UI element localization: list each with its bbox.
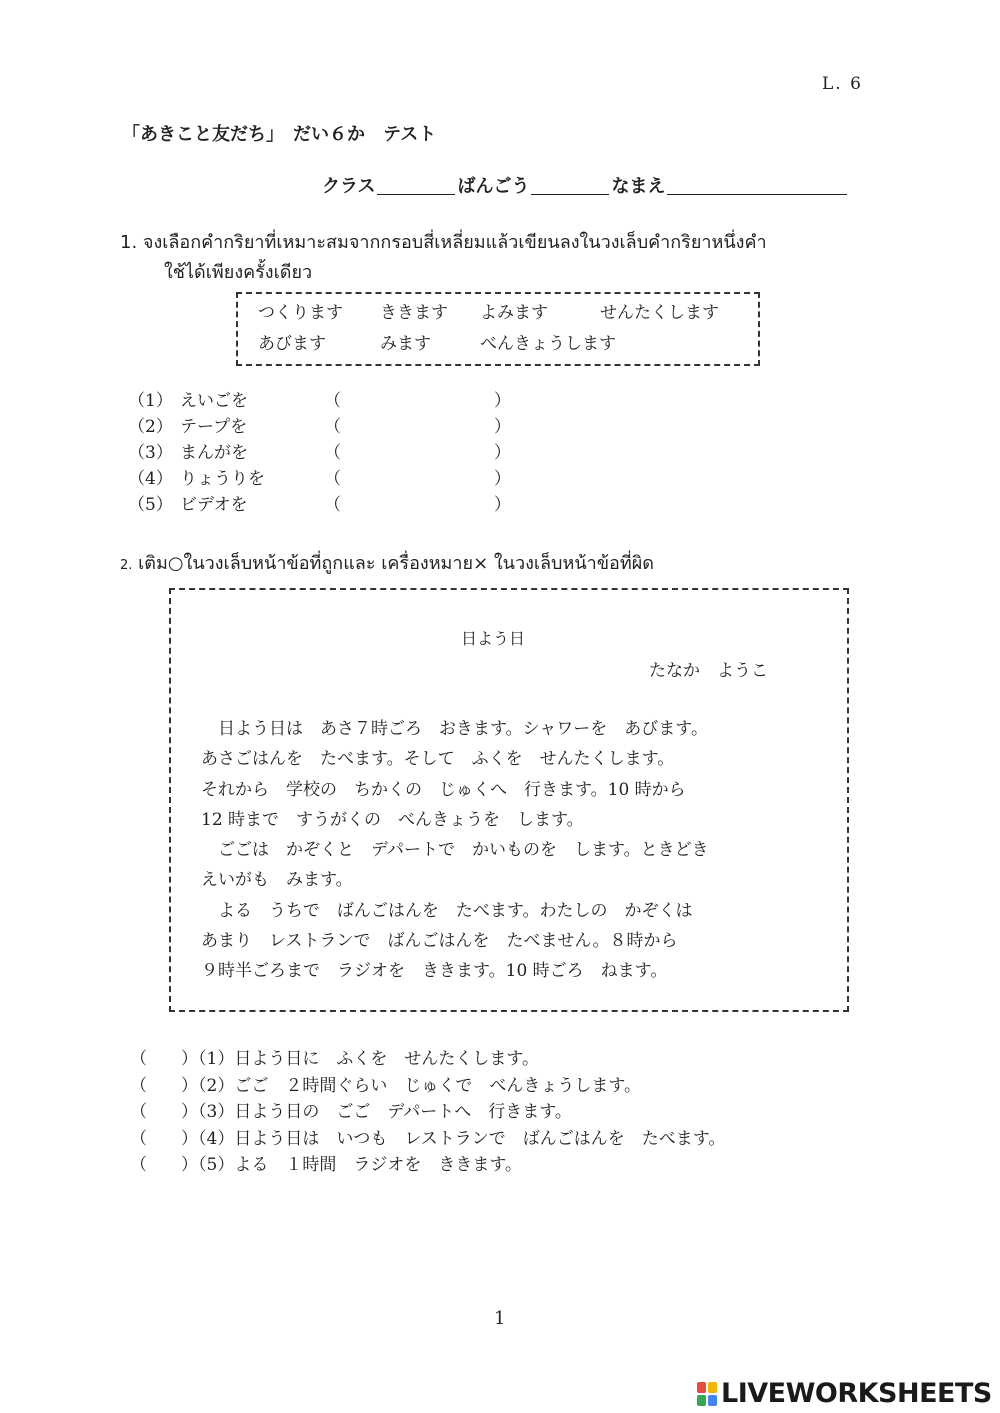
list-item xyxy=(128,492,528,518)
word-bank-word: べんきょうします xyxy=(480,334,616,354)
class-label: クラス xyxy=(322,176,376,197)
passage-text xyxy=(201,714,709,987)
liveworksheets-logo-icon xyxy=(697,1381,719,1407)
page-title: 「あきこと友だち」 だい６か テスト xyxy=(122,124,437,145)
word-bank-word: つくります xyxy=(258,303,343,323)
answer-open-paren[interactable]: （ xyxy=(324,495,341,515)
brand-name: LIVEWORKSHEETS xyxy=(721,1378,992,1409)
answer-close-paren: ） xyxy=(494,469,511,489)
name-label: なまえ xyxy=(611,176,666,197)
section2-instruction xyxy=(120,548,654,577)
answer-close-paren: ） xyxy=(494,443,511,463)
number-field[interactable] xyxy=(531,176,609,195)
answer-close-paren: ） xyxy=(494,417,511,437)
list-item xyxy=(128,440,528,466)
reading-passage-box xyxy=(169,588,849,1012)
true-false-item[interactable]: （ ）（1）日よう日に ふくを せんたくします。 xyxy=(130,1049,539,1069)
passage-line: ９時半ごろまで ラジオを ききます。10 時ごろ ねます。 xyxy=(201,961,668,982)
answer-open-paren[interactable]: （ xyxy=(324,417,341,437)
answer-open-paren[interactable]: （ xyxy=(324,469,341,489)
true-false-item[interactable]: （ ）（4）日よう日は いつも レストランで ばんごはんを たべます。 xyxy=(130,1128,726,1149)
instruction-line-2: ใช้ได้เพียงครั้งเดียว xyxy=(164,262,313,283)
true-false-item[interactable]: （ ）（2）ごご ２時間ぐらい じゅくで べんきょうします。 xyxy=(130,1075,641,1096)
item-number: （1） xyxy=(128,391,173,411)
answer-close-paren: ） xyxy=(494,495,511,515)
section1-items xyxy=(128,388,528,518)
word-bank-row-1 xyxy=(258,298,758,322)
passage-line: 12 時まで すうがくの べんきょうを します。 xyxy=(201,809,584,830)
section2-items xyxy=(130,1046,725,1179)
list-item xyxy=(128,414,528,440)
answer-close-paren: ） xyxy=(494,391,511,411)
list-item xyxy=(128,466,528,492)
passage-line: 日よう日は あさ７時ごろ おきます。シャワーを あびます。 xyxy=(201,719,708,739)
passage-line: あまり レストランで ばんごはんを たべません。８時から xyxy=(201,931,678,952)
liveworksheets-logo[interactable] xyxy=(697,1378,992,1409)
section2-instruction-text: เติม○ในวงเล็บหน้าข้อที่ถูกและ เครื่องหมาย× ในวงเล็บหน้าข้อที่ผิด xyxy=(138,553,654,574)
page-number: 1 xyxy=(494,1308,506,1329)
student-info-line xyxy=(322,172,849,198)
class-field[interactable] xyxy=(377,176,455,195)
passage-line: ごごは かぞくと デパートで かいものを します。ときどき xyxy=(201,840,709,861)
passage-line: よる うちで ばんごはんを たべます。わたしの かぞくは xyxy=(201,900,693,921)
item-text: テープを xyxy=(180,417,248,437)
answer-open-paren[interactable]: （ xyxy=(324,443,341,463)
passage-author: たなか ようこ xyxy=(649,661,768,681)
name-field[interactable] xyxy=(667,176,847,195)
instruction-line-1: 1. จงเลือกคำกริยาที่เหมาะสมจากกรอบสี่เหลี่ยมแล้วเขียนลงในวงเล็บคำกริยาหนึ่งคำ xyxy=(120,232,767,253)
passage-title: 日よう日 xyxy=(461,629,526,648)
section2-number: 2. xyxy=(120,558,133,573)
section1-instruction xyxy=(120,228,767,288)
number-label: ばんごう xyxy=(457,176,530,197)
item-number: （5） xyxy=(128,495,173,515)
word-bank-word: みます xyxy=(380,334,431,354)
word-bank-word: ききます xyxy=(380,303,448,323)
word-bank-word: あびます xyxy=(258,334,326,354)
list-item xyxy=(128,388,528,414)
passage-line: それから 学校の ちかくの じゅくへ 行きます。10 時から xyxy=(201,779,686,800)
item-text: まんがを xyxy=(180,443,248,463)
item-number: （3） xyxy=(128,443,173,463)
item-number: （2） xyxy=(128,417,173,437)
item-text: りょうりを xyxy=(180,469,265,489)
lesson-number: L. 6 xyxy=(822,74,863,94)
passage-line: あさごはんを たべます。そして ふくを せんたくします。 xyxy=(201,749,675,770)
true-false-item[interactable]: （ ）（3）日よう日の ごご デパートへ 行きます。 xyxy=(130,1102,572,1122)
word-bank-box xyxy=(236,292,760,366)
word-bank-row-2 xyxy=(258,329,758,353)
true-false-item[interactable]: （ ）（5）よる １時間 ラジオを ききます。 xyxy=(130,1155,522,1175)
answer-open-paren[interactable]: （ xyxy=(324,391,341,411)
word-bank-word: よみます xyxy=(480,303,548,323)
item-text: ビデオを xyxy=(180,495,248,515)
passage-line: えいがも みます。 xyxy=(201,870,353,891)
word-bank-word: せんたくします xyxy=(600,303,719,323)
item-number: （4） xyxy=(128,469,173,489)
item-text: えいごを xyxy=(180,391,248,411)
